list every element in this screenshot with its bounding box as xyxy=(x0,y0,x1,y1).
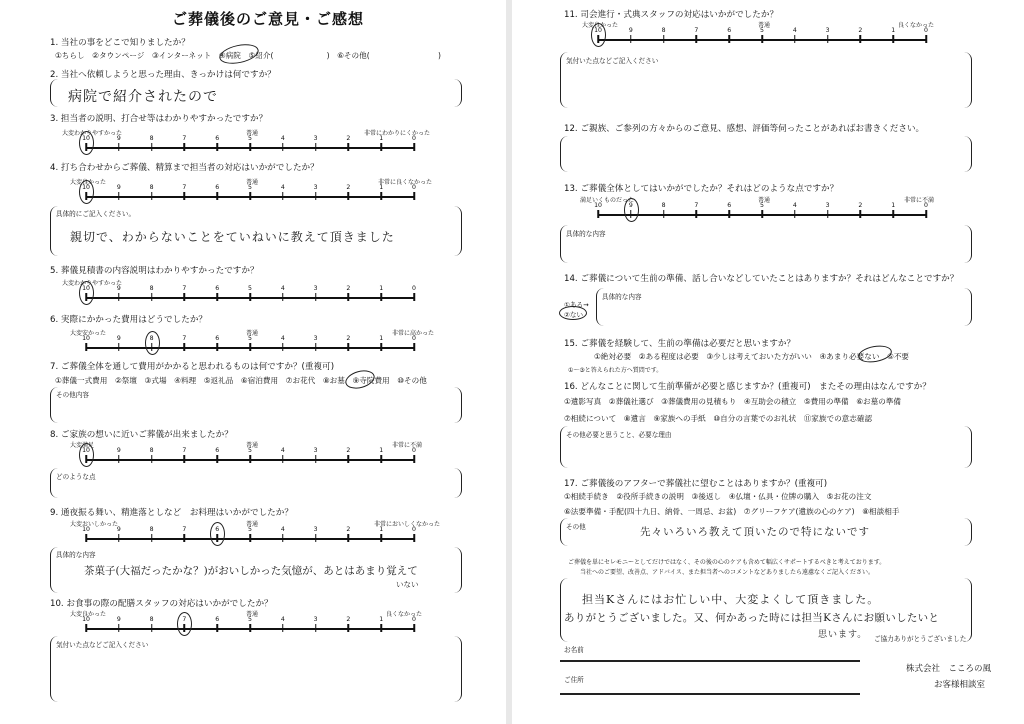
scale-tick[interactable] xyxy=(216,455,218,463)
answer-circle-mark xyxy=(218,41,261,67)
scale-right-label: 良くなかった xyxy=(898,22,935,29)
scale-number: 6 xyxy=(215,526,220,533)
scale-number: 9 xyxy=(116,616,121,623)
scale-tick[interactable] xyxy=(380,624,382,632)
scale-tick[interactable] xyxy=(151,143,153,151)
question-10-rating-scale[interactable] xyxy=(70,609,423,633)
scale-number: 6 xyxy=(215,447,220,454)
scale-right-label: 非常にわかりにくかった xyxy=(364,130,431,137)
scale-number: 5 xyxy=(760,27,764,34)
scale-tick[interactable] xyxy=(151,192,153,200)
scale-right-label: 良くなかった xyxy=(386,611,423,618)
scale-number: 4 xyxy=(280,184,285,191)
question-14-option-yes[interactable]: ①ある→ xyxy=(564,301,589,309)
scale-tick[interactable] xyxy=(184,343,186,351)
scale-left-label: 大変満足 xyxy=(70,442,95,449)
scale-number: 2 xyxy=(346,285,351,292)
scale-number: 6 xyxy=(215,135,220,142)
scale-right-label: 非常においしくなかった xyxy=(374,521,441,528)
scale-number: 0 xyxy=(412,616,416,623)
scale-tick[interactable] xyxy=(118,143,120,151)
scale-number: 0 xyxy=(924,27,928,34)
question-7-options: ①葬儀一式費用 ②祭壇 ③式場 ④料理 ⑤返礼品 ⑥宿泊費用 ⑦お花代 ⑧お墓 ⑨寺院費用 ⑩その他 xyxy=(55,376,427,385)
scale-tick[interactable] xyxy=(663,35,665,43)
scale-tick[interactable] xyxy=(282,293,284,301)
question-12-comment-box[interactable] xyxy=(560,136,972,172)
scale-tick[interactable] xyxy=(348,343,350,351)
question-4-rating-scale[interactable] xyxy=(70,177,433,201)
question-14-label: 14. ご葬儀について生前の準備、話し合いなどしていたことはありますか？それはどんなことですか？ xyxy=(564,274,959,284)
scale-number: 9 xyxy=(116,335,121,342)
scale-number: 9 xyxy=(628,27,633,34)
question-7-box-label: その他内容 xyxy=(56,391,89,399)
scale-tick[interactable] xyxy=(315,293,317,301)
scale-number: 7 xyxy=(182,184,187,191)
scale-number: 10 xyxy=(82,526,90,533)
scale-tick[interactable] xyxy=(118,455,120,463)
scale-tick[interactable] xyxy=(860,35,862,43)
scale-tick[interactable] xyxy=(118,343,120,351)
scale-number: 0 xyxy=(412,184,416,191)
question-15-note: ①～③と答えられた方へ質問です。 xyxy=(568,367,663,374)
scale-number: 2 xyxy=(346,335,351,342)
scale-tick[interactable] xyxy=(348,624,350,632)
scale-tick[interactable] xyxy=(315,192,317,200)
scale-number: 4 xyxy=(280,526,285,533)
general-comment-handwritten-2: ありがとうございました。又、何かあった時には担当Kさんにお願いしたいと xyxy=(564,612,940,624)
answer-circle-mark xyxy=(79,180,94,204)
scale-tick[interactable] xyxy=(925,210,927,218)
question-7-label: 7. ご葬儀全体を通して費用がかかると思われるものは何ですか？(重複可) xyxy=(50,362,335,372)
scale-tick[interactable] xyxy=(184,192,186,200)
scale-tick[interactable] xyxy=(216,624,218,632)
scale-number: 3 xyxy=(313,335,318,342)
scale-tick[interactable] xyxy=(380,293,382,301)
answer-circle-mark xyxy=(591,23,606,47)
scale-number: 8 xyxy=(149,526,154,533)
name-field-label: お名前 xyxy=(564,646,584,654)
scale-number: 5 xyxy=(248,285,252,292)
question-16-options-row-2: ⑦相続について ⑧遺言 ⑨家族への手紙 ⑩自分の言葉でのお礼状 ⑪家族での意志確認 xyxy=(564,414,873,423)
scale-tick[interactable] xyxy=(249,293,251,301)
scale-number: 1 xyxy=(891,27,896,34)
scale-tick[interactable] xyxy=(151,534,153,542)
scale-tick[interactable] xyxy=(794,35,796,43)
scale-tick[interactable] xyxy=(184,534,186,542)
scale-number: 2 xyxy=(346,135,351,142)
scale-mid-label: 普通 xyxy=(246,521,259,528)
scale-number: 9 xyxy=(628,202,633,209)
scale-tick[interactable] xyxy=(315,624,317,632)
question-8-label: 8. ご家族の想いに近いご葬儀が出来ましたか？ xyxy=(50,430,233,440)
answer-circle-mark xyxy=(79,281,94,305)
scale-tick[interactable] xyxy=(282,624,284,632)
question-9-rating-scale[interactable] xyxy=(70,519,441,543)
scale-tick[interactable] xyxy=(348,143,350,151)
question-17-box-label: その他 xyxy=(566,523,586,531)
question-3-label: 3. 担当者の説明、打合せ等はわかりやすかったですか？ xyxy=(50,114,268,124)
scale-number: 10 xyxy=(82,135,90,142)
scale-tick[interactable] xyxy=(216,143,218,151)
scale-tick[interactable] xyxy=(184,143,186,151)
scale-number: 6 xyxy=(215,285,220,292)
question-16-options-row-1: ①遺影写真 ②葬儀社選び ③葬儀費用の見積もり ④互助会の積立 ⑤費用の準備 ⑥お墓の準備 xyxy=(564,397,901,406)
scale-number: 8 xyxy=(661,202,666,209)
scale-tick[interactable] xyxy=(413,624,415,632)
scale-left-label: 大変おいしかった xyxy=(70,521,119,528)
scale-tick[interactable] xyxy=(249,143,251,151)
scale-number: 1 xyxy=(379,526,384,533)
question-8-comment-box[interactable] xyxy=(50,468,462,498)
question-2-label: 2. 当社へ依頼しようと思った理由、きっかけは何ですか？ xyxy=(50,70,276,80)
scale-number: 7 xyxy=(694,27,699,34)
scale-number: 5 xyxy=(248,447,252,454)
scale-number: 1 xyxy=(379,616,384,623)
question-8-rating-scale[interactable] xyxy=(70,440,423,464)
scale-mid-label: 普通 xyxy=(758,197,771,204)
scale-tick[interactable] xyxy=(184,455,186,463)
scale-tick[interactable] xyxy=(413,343,415,351)
scale-number: 3 xyxy=(825,27,830,34)
scale-tick[interactable] xyxy=(348,455,350,463)
scale-tick[interactable] xyxy=(282,455,284,463)
question-15-label: 15. ご葬儀を経験して、生前の準備は必要だと思いますか？ xyxy=(564,339,796,349)
scale-tick[interactable] xyxy=(315,343,317,351)
scale-number: 5 xyxy=(248,135,252,142)
question-16-box-label: その他必要と思うこと、必要な理由 xyxy=(566,431,672,439)
scale-number: 10 xyxy=(594,202,602,209)
question-13-rating-scale[interactable] xyxy=(580,195,935,219)
scale-tick[interactable] xyxy=(696,210,698,218)
scale-number: 0 xyxy=(412,526,416,533)
scale-number: 2 xyxy=(346,526,351,533)
question-5-rating-scale[interactable] xyxy=(62,278,416,302)
scale-tick[interactable] xyxy=(728,35,730,43)
scale-number: 6 xyxy=(727,202,732,209)
scale-tick[interactable] xyxy=(696,35,698,43)
scale-number: 4 xyxy=(280,616,285,623)
scale-number: 10 xyxy=(82,285,90,292)
scale-tick[interactable] xyxy=(860,210,862,218)
answer-circle-mark xyxy=(559,306,587,320)
scale-tick[interactable] xyxy=(413,534,415,542)
scale-number: 9 xyxy=(116,285,121,292)
answer-circle-mark xyxy=(624,198,639,222)
scale-number: 9 xyxy=(116,447,121,454)
question-2-handwritten-answer: 病院で紹介されたので xyxy=(68,89,218,105)
page-title: ご葬儀後のご意見・ご感想 xyxy=(172,10,365,28)
scale-number: 6 xyxy=(215,335,220,342)
scale-number: 2 xyxy=(858,202,863,209)
scale-mid-label: 普通 xyxy=(246,442,259,449)
scale-number: 7 xyxy=(182,285,187,292)
scale-tick[interactable] xyxy=(282,534,284,542)
scale-mid-label: 普通 xyxy=(246,330,259,337)
scale-tick[interactable] xyxy=(728,210,730,218)
scale-tick[interactable] xyxy=(184,293,186,301)
scale-number: 2 xyxy=(346,447,351,454)
scale-tick[interactable] xyxy=(315,534,317,542)
question-11-rating-scale[interactable] xyxy=(582,20,935,44)
scale-tick[interactable] xyxy=(413,455,415,463)
scale-number: 5 xyxy=(248,616,252,623)
scale-tick[interactable] xyxy=(761,35,763,43)
scale-right-label: 非常に不満 xyxy=(392,442,423,449)
question-11-box-label: 気付いた点などご記入ください xyxy=(566,57,659,65)
scale-number: 8 xyxy=(149,285,154,292)
scale-number: 3 xyxy=(313,526,318,533)
question-12-label: 12. ご親族、ご参列の方々からのご意見、感想、評価等伺ったことがあればお書きください。 xyxy=(564,124,925,134)
scale-tick[interactable] xyxy=(380,192,382,200)
question-17-options-row-2: ⑥法要準備・手配(四十九日、納骨、一周忌、お盆) ⑦グリーフケア(遺族の心のケア) ⑧相談相手 xyxy=(564,507,900,516)
scale-tick[interactable] xyxy=(794,210,796,218)
question-9-handwritten-answer: 茶菓子(大福だったかな？)がおいしかった気憶が、あとはあまり覚えて xyxy=(84,565,418,577)
scale-tick[interactable] xyxy=(413,143,415,151)
scale-number: 10 xyxy=(82,447,90,454)
question-17-label: 17. ご葬儀後のアフターで葬儀社に望むことはありますか？(重複可) xyxy=(564,479,828,489)
scale-tick[interactable] xyxy=(249,534,251,542)
scale-tick[interactable] xyxy=(348,534,350,542)
scale-number: 8 xyxy=(149,447,154,454)
question-17-options-row-1: ①相続手続き ②役所手続きの説明 ③後返し ④仏壇・仏具・位牌の購入 ⑤お花の注文 xyxy=(564,492,872,501)
question-14-option-no[interactable]: ②ない xyxy=(564,311,584,319)
scale-number: 7 xyxy=(182,447,187,454)
scale-left-label: 大変わかりやすかった xyxy=(62,280,123,287)
scale-tick[interactable] xyxy=(282,192,284,200)
scale-tick[interactable] xyxy=(282,143,284,151)
scale-number: 9 xyxy=(116,184,121,191)
scale-number: 10 xyxy=(594,27,602,34)
scale-tick[interactable] xyxy=(282,343,284,351)
answer-circle-mark xyxy=(177,612,192,636)
general-comment-handwritten-1: 担当Kさんにはお忙しい中、大変よくして頂きました。 xyxy=(582,593,880,606)
scale-tick[interactable] xyxy=(249,192,251,200)
scale-number: 1 xyxy=(379,184,384,191)
question-7-comment-box[interactable] xyxy=(50,387,462,423)
scale-number: 6 xyxy=(215,616,220,623)
scale-tick[interactable] xyxy=(380,343,382,351)
scale-tick[interactable] xyxy=(380,455,382,463)
scale-tick[interactable] xyxy=(85,534,87,542)
scale-number: 8 xyxy=(149,335,154,342)
scale-number: 1 xyxy=(379,335,384,342)
scale-number: 3 xyxy=(313,285,318,292)
scale-left-label: 大変良かった xyxy=(70,179,107,186)
scale-tick[interactable] xyxy=(118,624,120,632)
answer-circle-mark xyxy=(210,522,225,546)
scale-tick[interactable] xyxy=(925,35,927,43)
question-4-handwritten-answer: 親切で、わからないことをていねいに教えて頂きました xyxy=(70,230,395,244)
closing-message-line-1: ご葬儀を単にセレモニーとしてだけではなく、その後の心のケアも含めて幅広くサポートするべきと考えております。 xyxy=(568,559,886,566)
scale-number: 1 xyxy=(379,285,384,292)
scale-number: 5 xyxy=(248,526,252,533)
scale-number: 2 xyxy=(858,27,863,34)
scale-tick[interactable] xyxy=(380,143,382,151)
question-15-options: ①絶対必要 ②ある程度は必要 ③少しは考えておいた方がいい ④あまり必要ない ⑤不要 xyxy=(594,352,910,361)
scale-tick[interactable] xyxy=(413,293,415,301)
scale-number: 10 xyxy=(82,184,90,191)
scale-number: 5 xyxy=(760,202,764,209)
survey-page-right xyxy=(512,0,1024,724)
address-field-line[interactable] xyxy=(560,693,860,695)
scale-mid-label: 普通 xyxy=(246,130,259,137)
question-8-box-label: どのような点 xyxy=(56,473,96,481)
scale-tick[interactable] xyxy=(216,192,218,200)
scale-number: 2 xyxy=(346,184,351,191)
scale-number: 2 xyxy=(346,616,351,623)
department-name: お客様相談室 xyxy=(934,680,986,690)
scale-tick[interactable] xyxy=(827,35,829,43)
question-9-label: 9. 通夜振る舞い、精進落としなど お料理はいかがでしたか？ xyxy=(50,508,293,518)
address-field-label: ご住所 xyxy=(564,676,584,684)
scale-tick[interactable] xyxy=(663,210,665,218)
scale-number: 8 xyxy=(149,616,154,623)
scale-tick[interactable] xyxy=(315,143,317,151)
name-field-line[interactable] xyxy=(560,660,860,662)
scale-number: 1 xyxy=(891,202,896,209)
scale-right-label: 非常に高かった xyxy=(392,330,435,337)
scale-number: 1 xyxy=(379,447,384,454)
answer-circle-mark xyxy=(145,331,160,355)
scale-tick[interactable] xyxy=(827,210,829,218)
question-14-comment-box[interactable] xyxy=(596,288,972,326)
question-1-options: ①ちらし ②タウンページ ③インターネット ④病院 ⑤紹介( ) ⑥その他( ) xyxy=(55,51,441,60)
scale-right-label: 非常に不満 xyxy=(904,197,935,204)
scale-tick[interactable] xyxy=(761,210,763,218)
scale-tick[interactable] xyxy=(892,35,894,43)
scale-number: 8 xyxy=(149,184,154,191)
scale-number: 9 xyxy=(116,526,121,533)
scale-number: 7 xyxy=(182,526,187,533)
scale-left-label: 大変良かった xyxy=(70,611,107,618)
question-14-box-label: 具体的な内容 xyxy=(602,293,642,301)
scale-number: 3 xyxy=(313,135,318,142)
scale-tick[interactable] xyxy=(85,624,87,632)
scale-number: 4 xyxy=(280,135,285,142)
thanks-message: ご協力ありがとうございました xyxy=(874,635,967,643)
scale-number: 7 xyxy=(694,202,699,209)
scale-number: 0 xyxy=(412,285,416,292)
scale-left-label: 大変安かった xyxy=(70,330,107,337)
scale-number: 3 xyxy=(313,616,318,623)
question-11-label: 11. 司会進行・式典スタッフの対応はいかがでしたか？ xyxy=(564,10,779,20)
scale-number: 6 xyxy=(727,27,732,34)
scale-number: 1 xyxy=(379,135,384,142)
question-4-box-label: 具体的にご記入ください。 xyxy=(56,210,136,218)
scale-number: 10 xyxy=(82,335,90,342)
scale-tick[interactable] xyxy=(151,624,153,632)
scale-number: 7 xyxy=(182,335,187,342)
scale-mid-label: 普通 xyxy=(246,611,259,618)
scale-tick[interactable] xyxy=(380,534,382,542)
question-9-handwritten-answer-cont: いない xyxy=(396,580,419,589)
scale-tick[interactable] xyxy=(348,192,350,200)
scale-number: 4 xyxy=(792,27,797,34)
scale-mid-label: 普通 xyxy=(758,22,771,29)
scale-tick[interactable] xyxy=(315,455,317,463)
scale-number: 4 xyxy=(280,447,285,454)
question-9-box-label: 具体的な内容 xyxy=(56,551,96,559)
question-16-label: 16. どんなことに関して生前準備が必要と感じますか？(重複可) またその理由はなんですか？ xyxy=(564,382,931,392)
scale-number: 5 xyxy=(248,184,252,191)
question-10-label: 10. お食事の際の配膳スタッフの対応はいかがでしたか？ xyxy=(50,599,273,609)
question-6-rating-scale[interactable] xyxy=(70,328,435,352)
scale-tick[interactable] xyxy=(118,534,120,542)
scale-tick[interactable] xyxy=(216,293,218,301)
closing-message-line-2: 当社へのご要望、改善点、アドバイス、また担当者へのコメントなどありましたら遠慮なくご記入ください。 xyxy=(580,569,875,576)
scale-number: 0 xyxy=(412,447,416,454)
question-6-label: 6. 実際にかかった費用はどうでしたか？ xyxy=(50,315,208,325)
scale-number: 6 xyxy=(215,184,220,191)
scale-number: 3 xyxy=(313,447,318,454)
scale-number: 10 xyxy=(82,616,90,623)
question-3-rating-scale[interactable] xyxy=(62,128,431,152)
scale-tick[interactable] xyxy=(118,293,120,301)
answer-circle-mark xyxy=(79,131,94,155)
scale-left-label: 大変わかりやすかった xyxy=(62,130,123,137)
scale-number: 4 xyxy=(280,335,285,342)
general-comment-handwritten-3: 思います。 xyxy=(818,630,868,640)
scale-right-label: 非常に良くなかった xyxy=(378,179,433,186)
scale-number: 4 xyxy=(280,285,285,292)
scale-tick[interactable] xyxy=(413,192,415,200)
scale-number: 8 xyxy=(661,27,666,34)
scale-number: 4 xyxy=(792,202,797,209)
scale-mid-label: 普通 xyxy=(246,179,259,186)
question-13-box-label: 具体的な内容 xyxy=(566,230,606,238)
scale-tick[interactable] xyxy=(630,35,632,43)
scale-tick[interactable] xyxy=(597,210,599,218)
scale-number: 8 xyxy=(149,135,154,142)
scale-tick[interactable] xyxy=(151,293,153,301)
scale-number: 0 xyxy=(412,135,416,142)
question-4-label: 4. 打ち合わせからご葬儀、精算まで担当者の対応はいかがでしたか？ xyxy=(50,163,319,173)
scale-number: 3 xyxy=(313,184,318,191)
answer-circle-mark xyxy=(79,443,94,467)
company-name: 株式会社 こころの風 xyxy=(906,664,992,674)
question-1-label: 1. 当社の事をどこで知りましたか？ xyxy=(50,38,190,48)
scale-tick[interactable] xyxy=(249,343,251,351)
question-17-handwritten-answer: 先々いろいろ教えて頂いたので特にないです xyxy=(640,526,870,538)
scale-tick[interactable] xyxy=(348,293,350,301)
question-10-box-label: 気付いた点などご記入ください xyxy=(56,641,149,649)
scale-number: 3 xyxy=(825,202,830,209)
scale-tick[interactable] xyxy=(249,624,251,632)
scale-left-label: 大変良かった xyxy=(582,22,619,29)
scale-left-label: 満足いくものだった xyxy=(580,197,635,204)
question-13-comment-box[interactable] xyxy=(560,225,972,263)
scale-tick[interactable] xyxy=(151,455,153,463)
scale-number: 7 xyxy=(182,135,187,142)
scale-tick[interactable] xyxy=(118,192,120,200)
scale-number: 9 xyxy=(116,135,121,142)
scale-tick[interactable] xyxy=(892,210,894,218)
question-13-label: 13. ご葬儀全体としてはいかがでしたか？それはどのような点ですか？ xyxy=(564,184,839,194)
scale-number: 0 xyxy=(924,202,928,209)
scale-number: 5 xyxy=(248,335,252,342)
scale-number: 0 xyxy=(412,335,416,342)
scale-tick[interactable] xyxy=(249,455,251,463)
scale-tick[interactable] xyxy=(85,343,87,351)
scale-number: 7 xyxy=(182,616,187,623)
scale-tick[interactable] xyxy=(216,343,218,351)
question-5-label: 5. 葬儀見積書の内容説明はわかりやすかったですか？ xyxy=(50,266,259,276)
